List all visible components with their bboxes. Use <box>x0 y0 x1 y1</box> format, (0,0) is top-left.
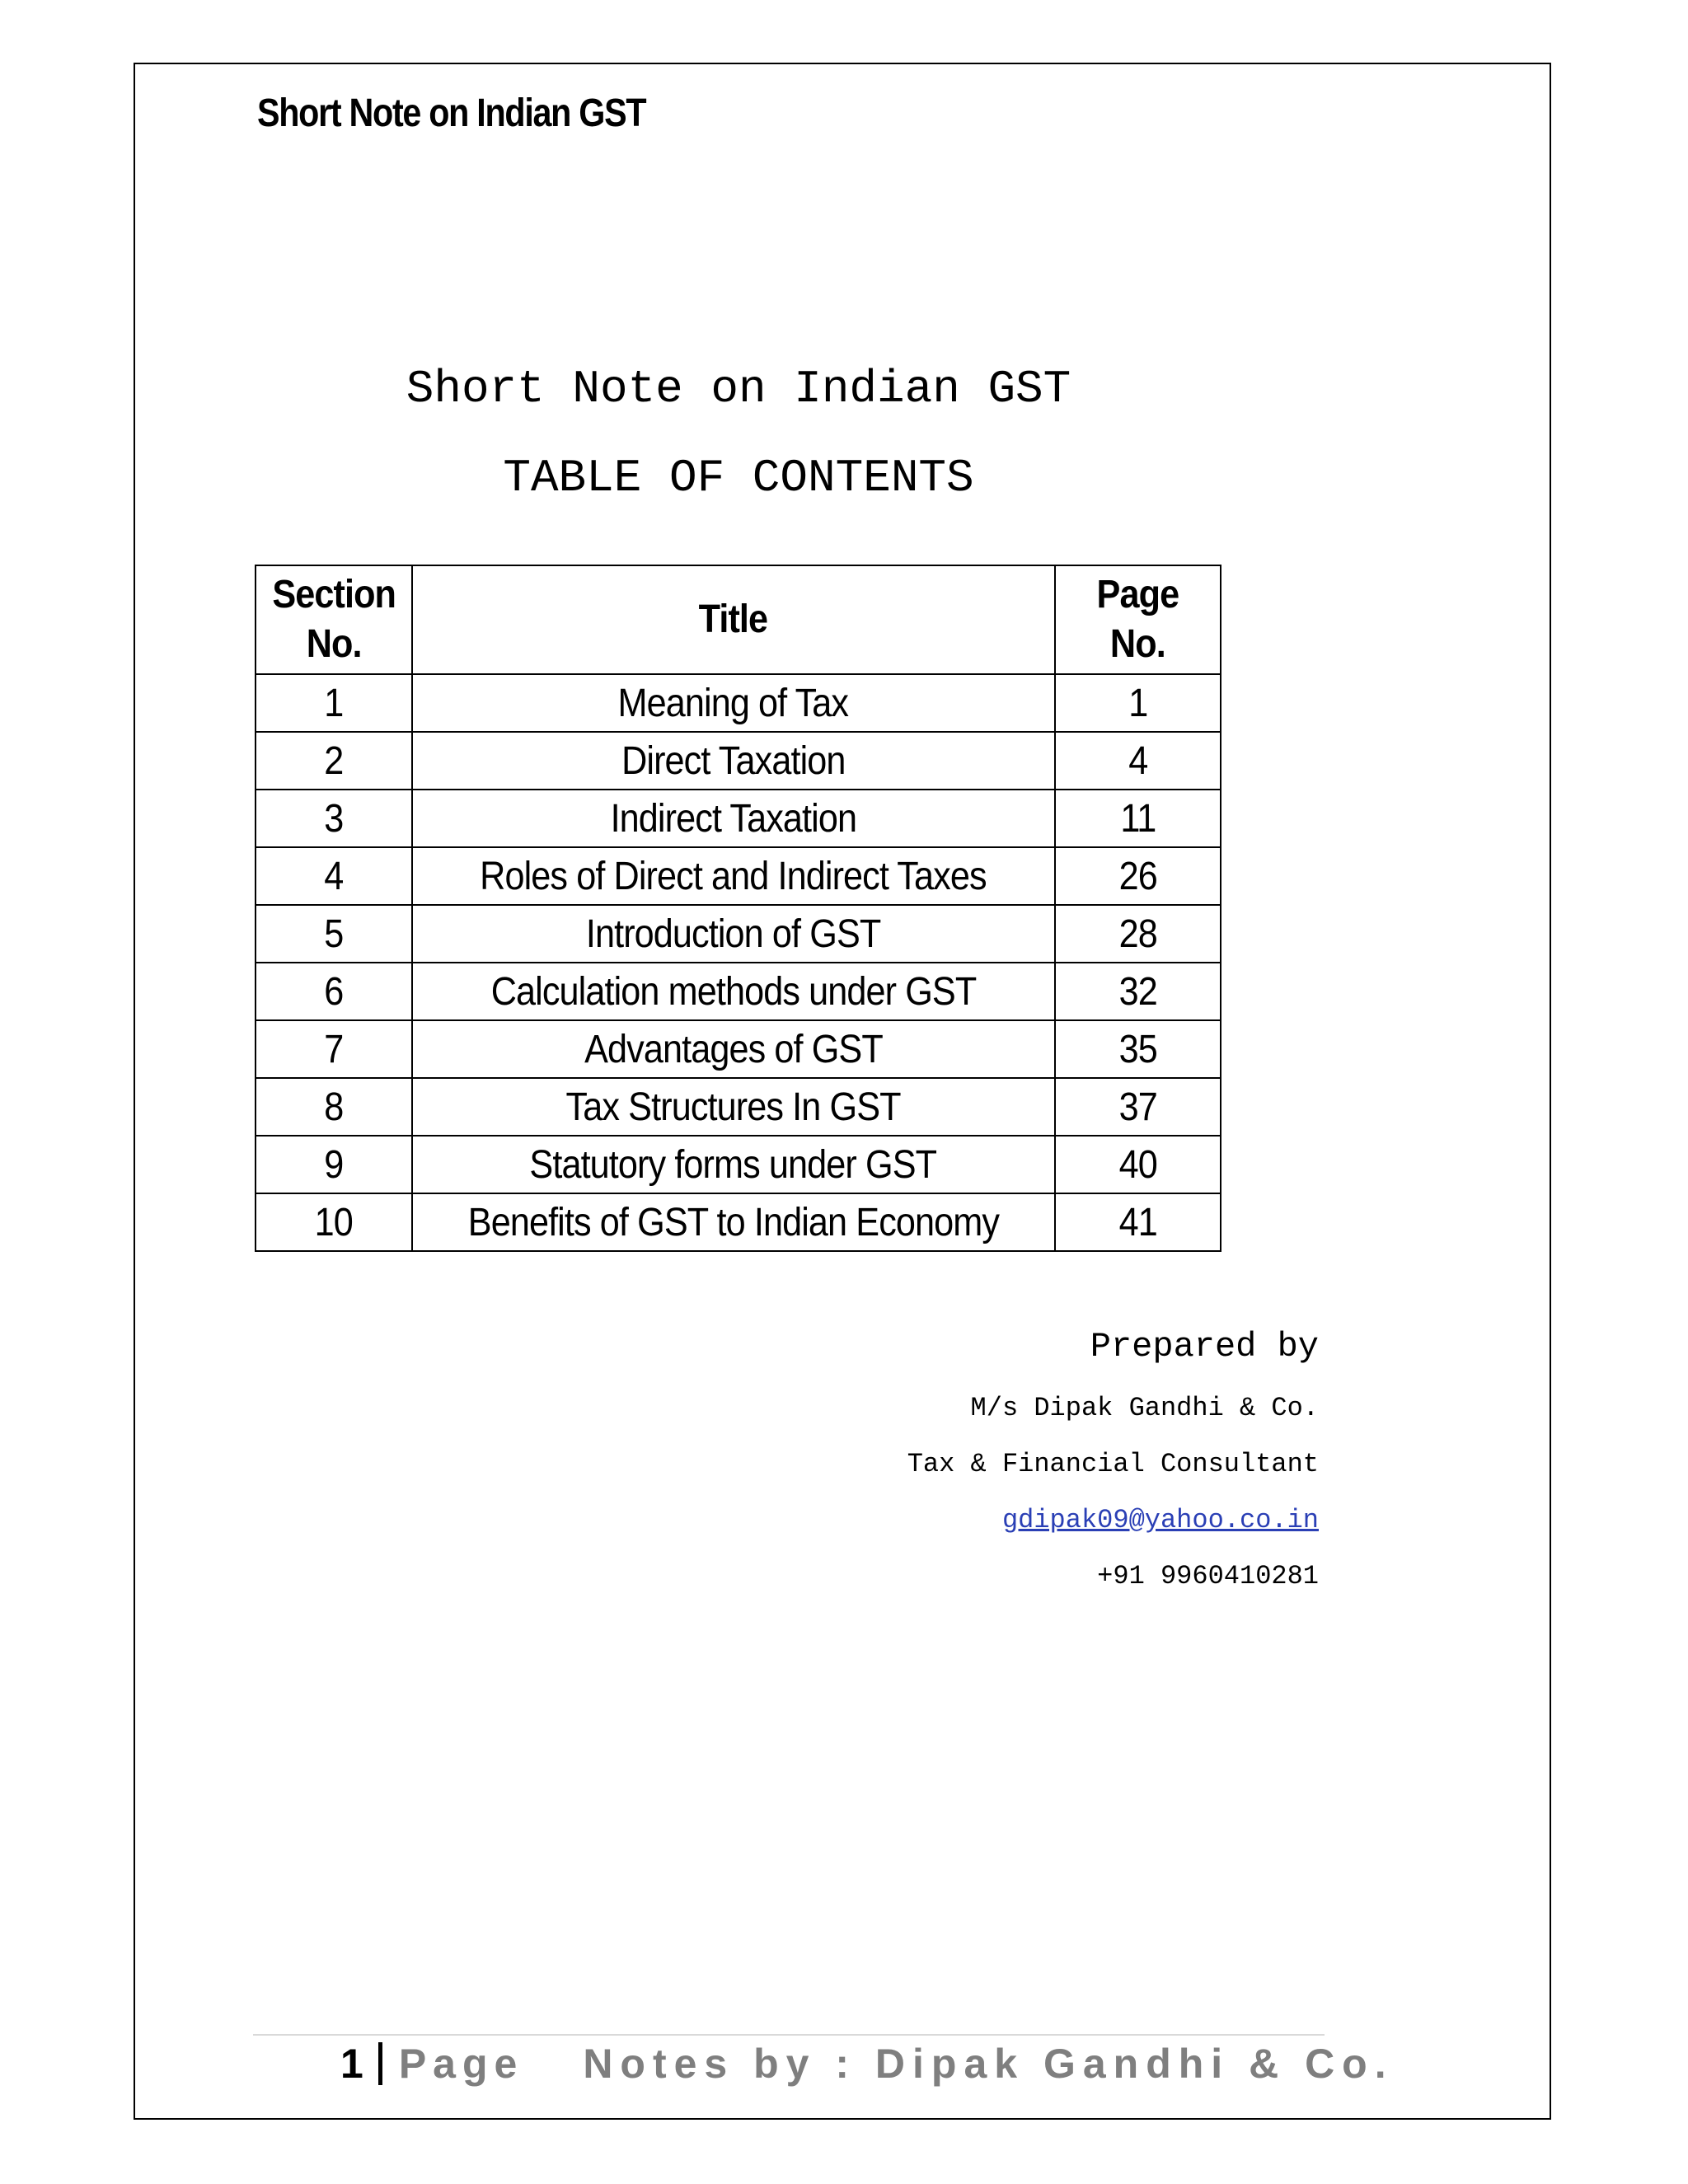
section-title-cell <box>412 847 1056 905</box>
section-title-cell <box>412 963 1056 1020</box>
page-number-cell <box>1055 963 1221 1020</box>
section-number-cell <box>256 905 412 963</box>
section-number: 3 <box>324 796 344 841</box>
firm-name: M/s Dipak Gandhi & Co. <box>970 1393 1319 1423</box>
footer-page-number: 1 <box>340 2041 363 2087</box>
document-title: Short Note on Indian GST <box>406 363 1071 415</box>
section-number: 9 <box>324 1142 344 1187</box>
page-number: 4 <box>1128 738 1148 783</box>
header-title-text: Title <box>699 598 768 641</box>
page-number: 1 <box>1128 681 1148 725</box>
table-row <box>256 1020 1221 1078</box>
section-number-cell <box>256 674 412 732</box>
section-title-cell <box>412 905 1056 963</box>
section-title: Statutory forms under GST <box>529 1142 937 1187</box>
page-number: 28 <box>1118 912 1157 956</box>
page-number: 41 <box>1118 1200 1157 1244</box>
section-title-cell <box>412 732 1056 790</box>
phone-number: +91 9960410281 <box>1097 1561 1319 1591</box>
section-number-cell <box>256 847 412 905</box>
table-row <box>256 674 1221 732</box>
header-section-text <box>272 570 396 669</box>
header-page-line1: Page <box>1096 573 1179 616</box>
table-row <box>256 732 1221 790</box>
section-title: Direct Taxation <box>621 738 846 783</box>
page-number-cell <box>1055 905 1221 963</box>
section-number-cell <box>256 1136 412 1193</box>
section-number: 8 <box>324 1085 344 1129</box>
section-number-cell <box>256 1078 412 1136</box>
section-number: 10 <box>314 1200 353 1244</box>
section-title: Benefits of GST to Indian Economy <box>467 1200 999 1244</box>
table-row <box>256 1136 1221 1193</box>
table-row <box>256 1193 1221 1251</box>
header-section-no <box>256 565 412 674</box>
footer-divider <box>253 2034 1325 2036</box>
table-row <box>256 963 1221 1020</box>
section-title: Roles of Direct and Indirect Taxes <box>480 854 987 898</box>
section-title: Introduction of GST <box>586 912 881 956</box>
section-number: 4 <box>324 854 344 898</box>
section-title-cell <box>412 790 1056 847</box>
footer-page-label: Page <box>398 2041 524 2087</box>
section-number: 1 <box>324 681 344 725</box>
header-page-no <box>1055 565 1221 674</box>
toc-heading: TABLE OF CONTENTS <box>503 452 974 504</box>
email-link[interactable]: gdipak09@yahoo.co.in <box>1001 1505 1319 1535</box>
section-title-cell <box>412 1078 1056 1136</box>
section-title: Advantages of GST <box>584 1027 883 1071</box>
toc-header-row <box>256 565 1221 674</box>
section-number-cell <box>256 963 412 1020</box>
section-number-cell <box>256 1020 412 1078</box>
table-row <box>256 847 1221 905</box>
page-number: 11 <box>1119 796 1156 841</box>
section-title-cell <box>412 1136 1056 1193</box>
section-number: 5 <box>324 912 344 956</box>
footer-notes: Notes by : Dipak Gandhi & Co. <box>583 2041 1394 2087</box>
page-number: 32 <box>1118 969 1157 1014</box>
table-of-contents <box>255 565 1221 1252</box>
header-section-line2: No. <box>306 622 362 666</box>
section-number: 2 <box>324 738 344 783</box>
footer-separator <box>378 2042 382 2085</box>
page-footer <box>340 2039 1394 2088</box>
page-number-cell <box>1055 674 1221 732</box>
section-number-cell <box>256 790 412 847</box>
header-title <box>412 565 1056 674</box>
section-title: Indirect Taxation <box>610 796 857 841</box>
page-number: 35 <box>1118 1027 1157 1071</box>
section-number-cell <box>256 732 412 790</box>
page-number-cell <box>1055 732 1221 790</box>
page-number-cell <box>1055 847 1221 905</box>
section-title: Meaning of Tax <box>617 681 849 725</box>
firm-role: Tax & Financial Consultant <box>907 1449 1319 1479</box>
section-title: Tax Structures In GST <box>565 1085 901 1129</box>
section-title-cell <box>412 1193 1056 1251</box>
section-title-cell <box>412 1020 1056 1078</box>
table-row <box>256 790 1221 847</box>
header-page-text <box>1097 570 1179 669</box>
header-page-line2: No. <box>1110 622 1165 666</box>
page-number-cell <box>1055 1078 1221 1136</box>
table-row <box>256 905 1221 963</box>
section-title: Calculation methods under GST <box>490 969 977 1014</box>
page-number: 40 <box>1118 1142 1157 1187</box>
header-section-line1: Section <box>271 573 396 616</box>
section-number: 6 <box>324 969 344 1014</box>
page-number: 26 <box>1118 854 1157 898</box>
section-number-cell <box>256 1193 412 1251</box>
table-row <box>256 1078 1221 1136</box>
page-number-cell <box>1055 1193 1221 1251</box>
running-header-title: Short Note on Indian GST <box>257 91 646 135</box>
page-number-cell <box>1055 1136 1221 1193</box>
section-title-cell <box>412 674 1056 732</box>
prepared-by-label: Prepared by <box>1090 1327 1319 1366</box>
section-number: 7 <box>324 1027 344 1071</box>
page-number-cell <box>1055 790 1221 847</box>
page-number-cell <box>1055 1020 1221 1078</box>
page-number: 37 <box>1118 1085 1157 1129</box>
